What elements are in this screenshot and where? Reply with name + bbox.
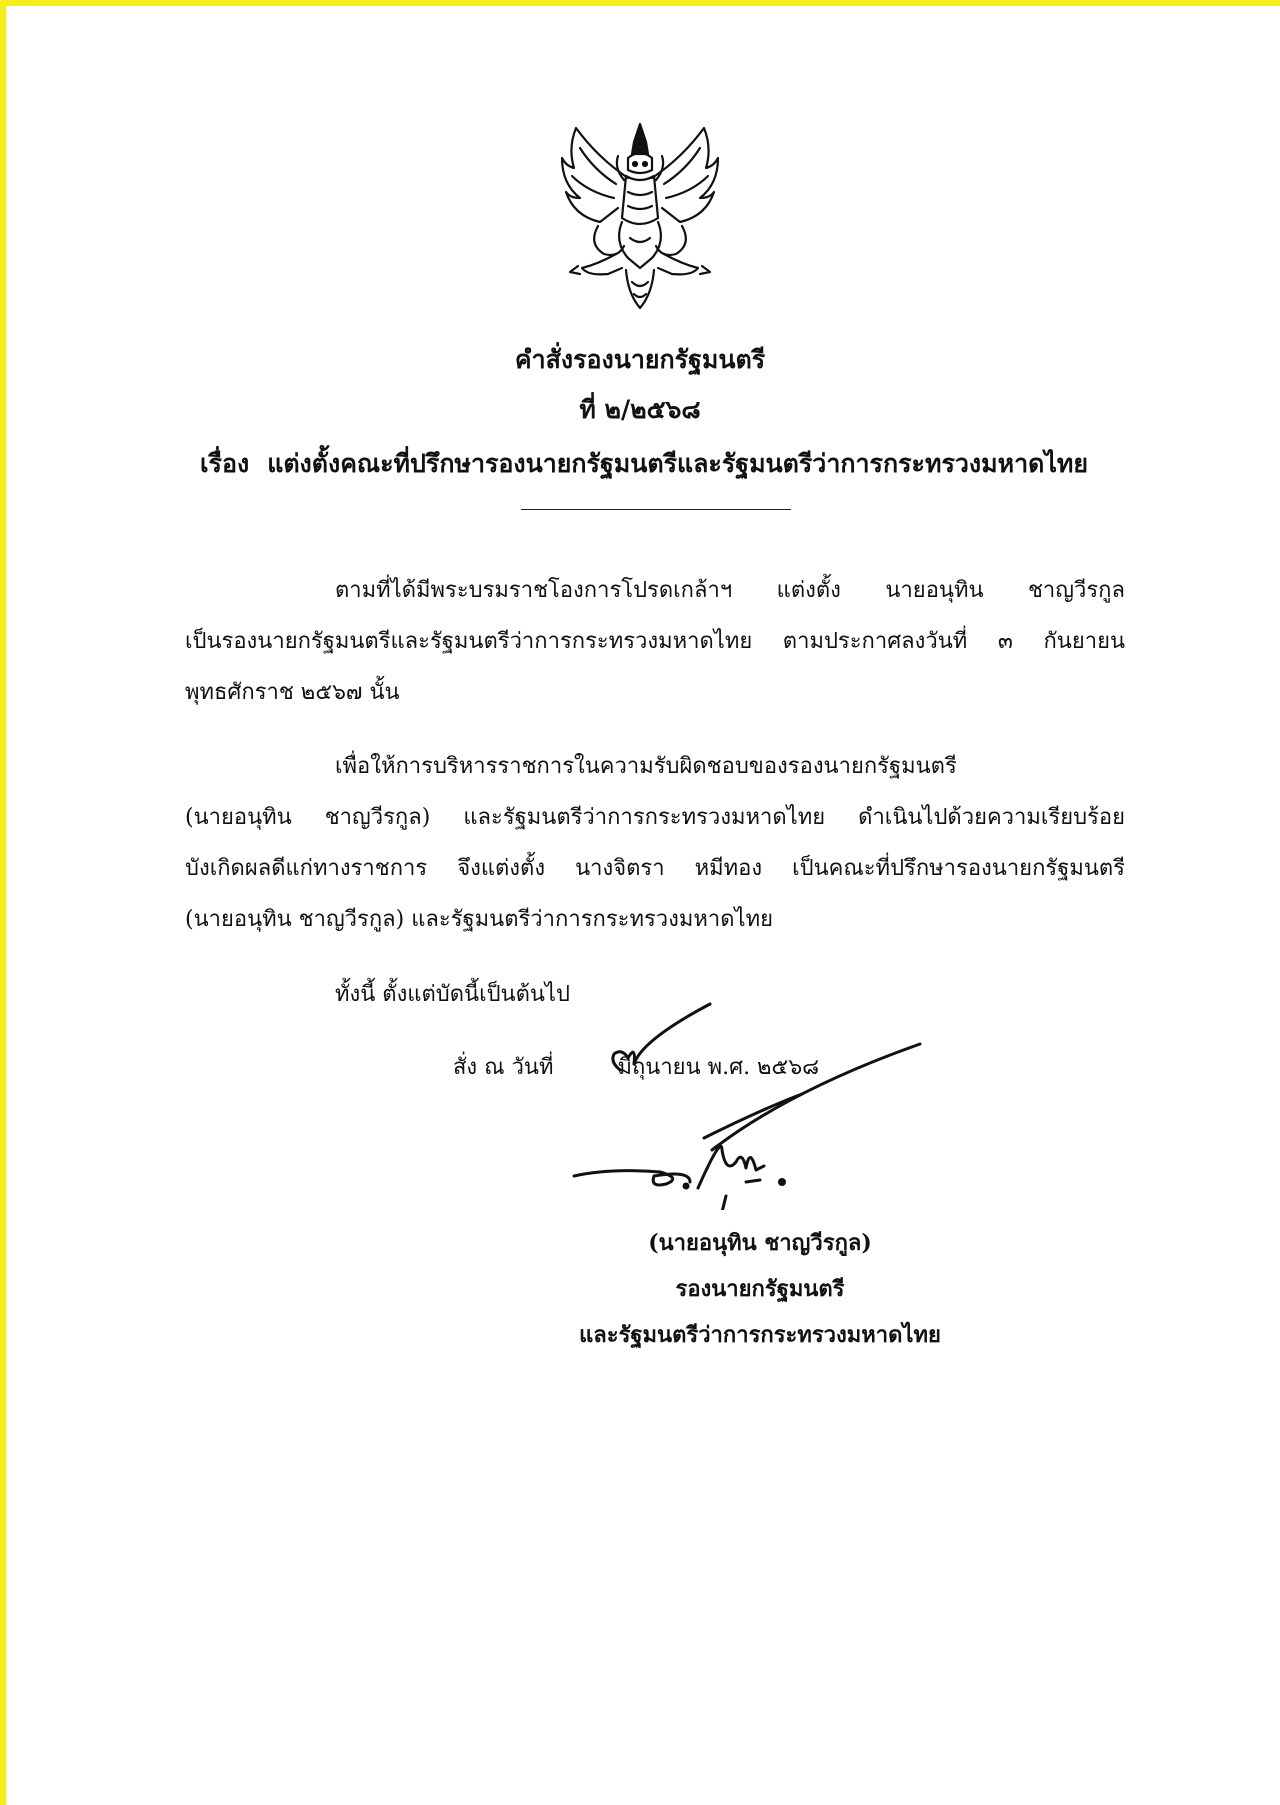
document-number: ที่ ๒/๒๕๖๘: [579, 395, 701, 424]
document-subject: [200, 444, 1088, 484]
paragraph-line: บังเกิดผลดีแก่ทางราชการ จึงแต่งตั้ง นางจิตรา หมีทอง เป็นคณะที่ปรึกษารองนายกรัฐมนตรี: [185, 856, 1125, 881]
handwritten-signature: [570, 1000, 930, 1210]
paragraph-line: พุทธศักราช ๒๕๖๗ นั้น: [185, 680, 400, 705]
document-title: คำสั่งรองนายกรัฐมนตรี: [514, 345, 766, 374]
garuda-emblem-icon: [558, 118, 722, 318]
paragraph-appointment-order: [185, 741, 1125, 945]
title-divider: [521, 509, 791, 510]
paragraph-appointment-reference: [185, 565, 1125, 718]
paragraph-line: เป็นรองนายกรัฐมนตรีและรัฐมนตรีว่าการกระทรวงมหาดไทย ตามประกาศลงวันที่ ๓ กันยายน: [185, 629, 1125, 654]
paragraph-line: ตามที่ได้มีพระบรมราชโองการโปรดเกล้าฯ แต่งตั้ง นายอนุทิน ชาญวีรกูล: [335, 578, 1125, 603]
paragraph-line: (นายอนุทิน ชาญวีรกูล) และรัฐมนตรีว่าการกระทรวงมหาดไทย ดำเนินไปด้วยความเรียบร้อย: [185, 805, 1125, 830]
signatory-position: รองนายกรัฐมนตรี: [675, 1276, 845, 1302]
subject-text: แต่งตั้งคณะที่ปรึกษารองนายกรัฐมนตรีและรัฐมนตรีว่าการกระทรวงมหาดไทย: [267, 449, 1089, 478]
signatory-position-ministry: และรัฐมนตรีว่าการกระทรวงมหาดไทย: [579, 1322, 941, 1348]
signatory-name: (นายอนุทิน ชาญวีรกูล): [648, 1230, 872, 1256]
paragraph-line: (นายอนุทิน ชาญวีรกูล) และรัฐมนตรีว่าการกระทรวงมหาดไทย: [185, 907, 773, 932]
order-date-suffix: มิถุนายน พ.ศ. ๒๕๖๘: [617, 1055, 820, 1080]
paragraph-line: เพื่อให้การบริหารราชการในความรับผิดชอบของรองนายกรัฐมนตรี: [335, 754, 957, 779]
paragraph-line: ทั้งนี้ ตั้งแต่บัดนี้เป็นต้นไป: [335, 982, 570, 1007]
signature-block: [560, 1220, 960, 1358]
order-date-prefix: สั่ง ณ วันที่: [453, 1055, 554, 1080]
subject-label: เรื่อง: [200, 449, 250, 478]
